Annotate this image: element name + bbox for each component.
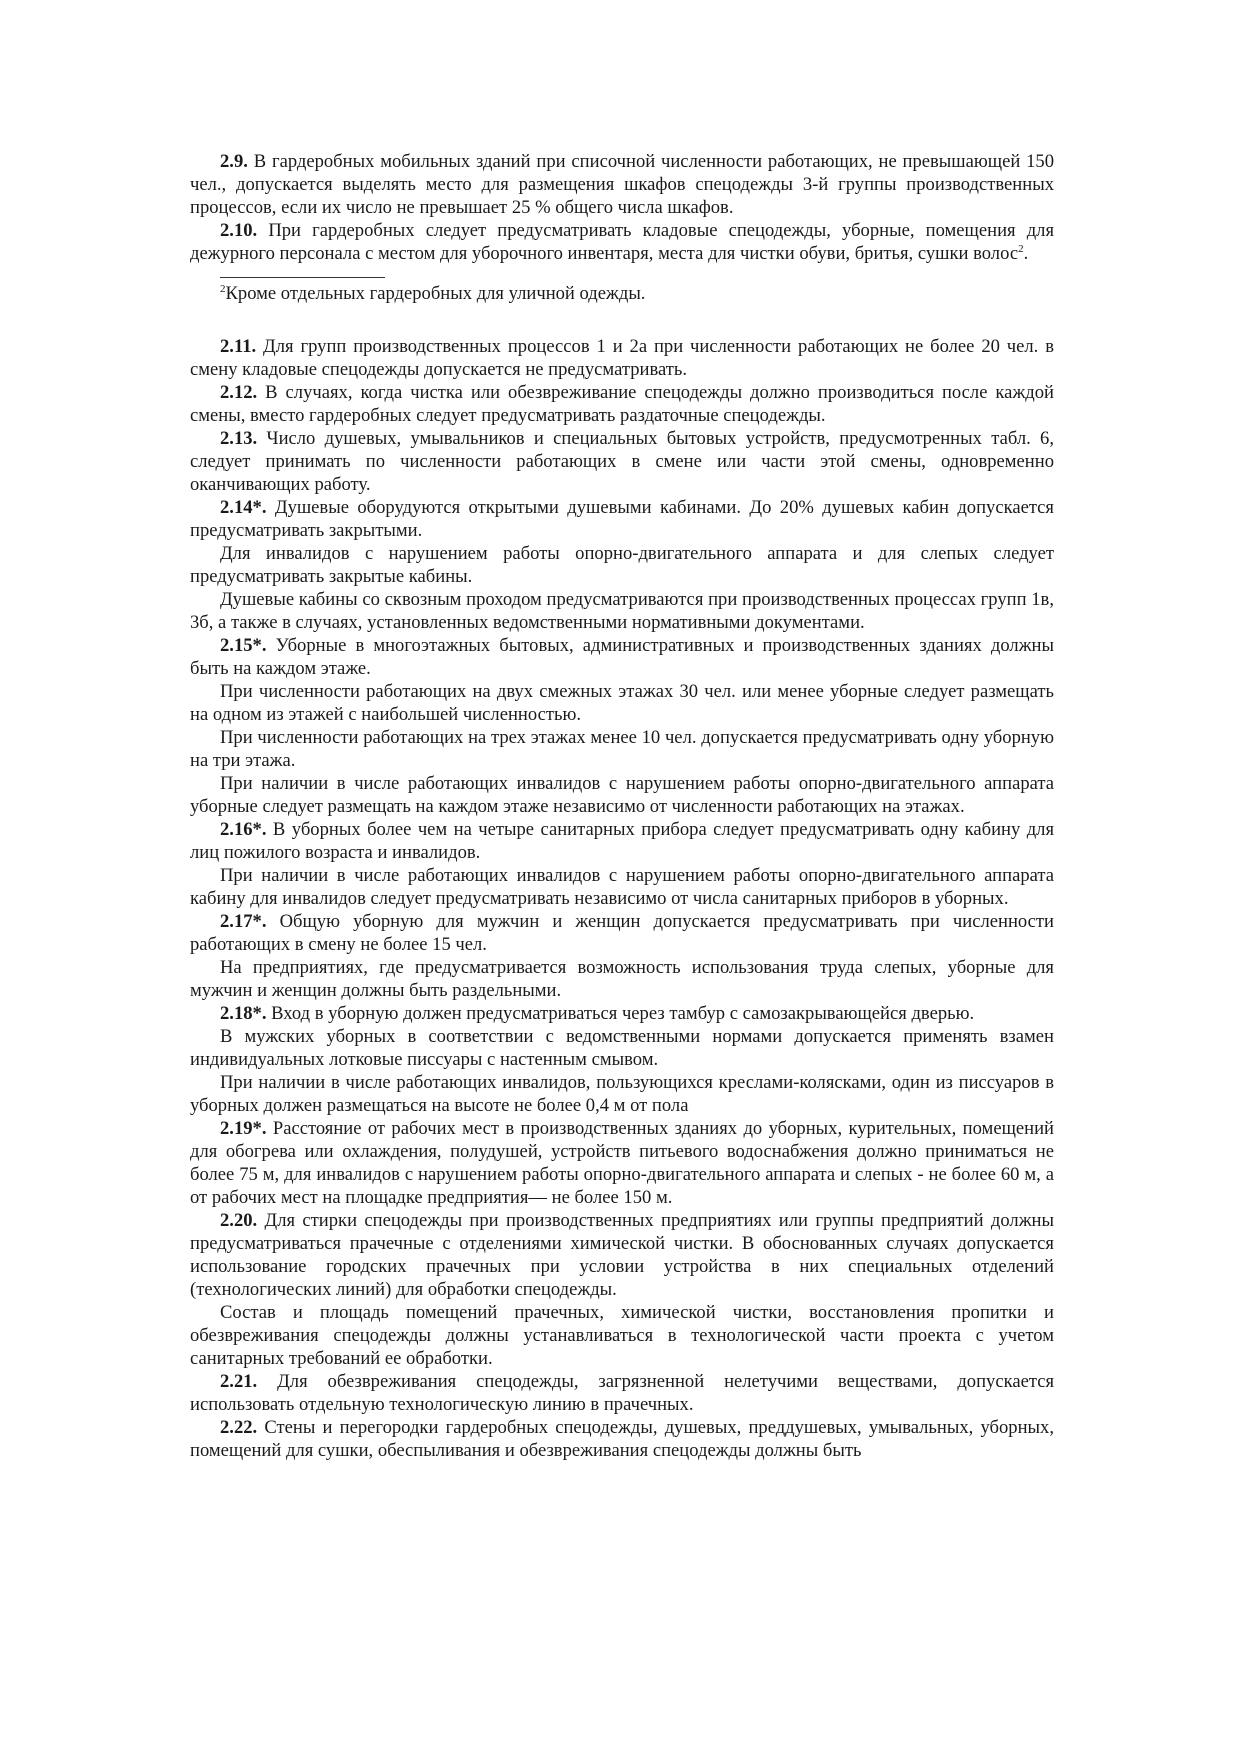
clause-paragraph — [190, 1370, 1054, 1416]
clause-text: При наличии в числе работающих инвалидов, пользующихся креслами-колясками, один из писсуаров в уборных должен размещаться на высоте не более 0,4 м от пола — [190, 1072, 1054, 1116]
clause-paragraph — [190, 1071, 1054, 1117]
clause-paragraph — [190, 772, 1054, 818]
clause-text: В случаях, когда чистка или обезвреживание спецодежды должно производиться после каждой смены, вместо гардеробных следует предусматривать раздаточные спецодежды. — [190, 382, 1054, 426]
clause-text: Для обезвреживания спецодежды, загрязненной нелетучими веществами, допускается использовать отдельную технологическую линию в прачечных. — [190, 1371, 1054, 1415]
clause-number: 2.13. — [220, 428, 258, 449]
clause-number: 2.15*. — [220, 635, 267, 656]
clause-paragraph — [190, 680, 1054, 726]
clause-paragraph — [190, 864, 1054, 910]
footnote-divider — [220, 277, 385, 278]
clause-paragraph — [190, 427, 1054, 496]
clause-paragraph — [190, 381, 1054, 427]
clause-paragraph — [190, 1416, 1054, 1462]
clause-text: В гардеробных мобильных зданий при списочной численности работающих, не превышающей 150 чел., допускается выделять место для размещения шкафов спецодежды 3-й группы производственных процессов, если их число не превышает 25 % общего числа шкафов. — [190, 151, 1054, 218]
clause-paragraph — [190, 726, 1054, 772]
clause-text: Душевые оборудуются открытыми душевыми кабинами. До 20% душевых кабин допускается предусматривать закрытыми. — [190, 497, 1054, 541]
clause-text: Состав и площадь помещений прачечных, химической чистки, восстановления пропитки и обезвреживания спецодежды должны устанавливаться в технологической части проекта с учетом санитарных требований ее обработки. — [190, 1302, 1054, 1369]
clause-text: При численности работающих на трех этажах менее 10 чел. допускается предусматривать одну уборную на три этажа. — [190, 727, 1054, 771]
clause-text: Стены и перегородки гардеробных спецодежды, душевых, преддушевых, умывальных, уборных, помещений для сушки, обеспыливания и обезвреживания спецодежды должны быть — [190, 1417, 1054, 1461]
clause-number: 2.18*. — [220, 1003, 267, 1024]
clause-paragraph — [190, 588, 1054, 634]
clause-text: При численности работающих на двух смежных этажах 30 чел. или менее уборные следует размещать на одном из этажей с наибольшей численностью. — [190, 681, 1054, 725]
clause-text: Душевые кабины со сквозным проходом предусматриваются при производственных процессах групп 1в, 3б, а также в случаях, установленных ведомственными нормативными документами. — [190, 589, 1054, 633]
clause-number: 2.22. — [220, 1417, 258, 1438]
clause-number: 2.20. — [220, 1210, 258, 1231]
clause-paragraph — [190, 1117, 1054, 1209]
clause-paragraph — [190, 1301, 1054, 1370]
clause-paragraph — [190, 634, 1054, 680]
clause-paragraph — [190, 542, 1054, 588]
clause-paragraph — [190, 1025, 1054, 1071]
clause-text: Уборные в многоэтажных бытовых, административных и производственных зданиях должны быть на каждом этаже. — [190, 635, 1054, 679]
document-body — [190, 150, 1054, 1462]
clause-paragraph — [190, 335, 1054, 381]
clause-text: При гардеробных следует предусматривать кладовые спецодежды, уборные, помещения для дежурного персонала с местом для уборочного инвентаря, места для чистки обуви, бритья, сушки волос — [190, 220, 1054, 264]
clause-number: 2.19*. — [220, 1118, 267, 1139]
clause-text: Вход в уборную должен предусматриваться через тамбур с самозакрывающейся дверью. — [266, 1003, 975, 1024]
footnote-text: Кроме отдельных гардеробных для уличной одежды. — [225, 283, 646, 304]
clause-text: Для групп производственных процессов 1 и 2а при численности работающих не более 20 чел. в смену кладовые спецодежды допускается не предусматривать. — [190, 336, 1054, 380]
clause-paragraph — [190, 496, 1054, 542]
footnote-ref: 2 — [1018, 242, 1024, 255]
clause-2-9 — [190, 150, 1054, 219]
clause-text: Общую уборную для мужчин и женщин допускается предусматривать при численности работающих в смену не более 15 чел. — [190, 911, 1054, 955]
clause-number: 2.9. — [220, 151, 248, 172]
clause-number: 2.16*. — [220, 819, 267, 840]
clause-paragraph — [190, 818, 1054, 864]
clause-number: 2.17*. — [220, 911, 267, 932]
clause-paragraph — [190, 956, 1054, 1002]
clause-number: 2.10. — [220, 220, 258, 241]
clause-paragraph — [190, 1209, 1054, 1301]
clause-text: Для инвалидов с нарушением работы опорно-двигательного аппарата и для слепых следует предусматривать закрытые кабины. — [190, 543, 1054, 587]
clause-2-10 — [190, 219, 1054, 265]
clause-text: В уборных более чем на четыре санитарных прибора следует предусматривать одну кабину для лиц пожилого возраста и инвалидов. — [190, 819, 1054, 863]
clause-number: 2.14*. — [220, 497, 267, 518]
clause-text: Расстояние от рабочих мест в производственных зданиях до уборных, курительных, помещений для обогрева или охлаждения, полудушей, устройств питьевого водоснабжения должно приниматься не более 75 м, для инвалидов с нарушением работы опорно-двигательного аппарата и слепых - не более 60 м, а от рабочих мест на площадке предприятия— не более 150 м. — [190, 1118, 1054, 1208]
clause-text: На предприятиях, где предусматривается возможность использования труда слепых, уборные для мужчин и женщин должны быть раздельными. — [190, 957, 1054, 1001]
clause-number: 2.12. — [220, 382, 258, 403]
clause-text: При наличии в числе работающих инвалидов с нарушением работы опорно-двигательного аппарата кабину для инвалидов следует предусматривать независимо от числа санитарных приборов в уборных. — [190, 865, 1054, 909]
footnote — [190, 282, 1054, 305]
clause-text-end: . — [1023, 243, 1029, 264]
footnote-mark: 2 — [220, 282, 226, 295]
clause-text: Число душевых, умывальников и специальных бытовых устройств, предусмотренных табл. 6, следует принимать по численности работающих в смене или части этой смены, одновременно оканчивающих работу. — [190, 428, 1054, 495]
clause-paragraph — [190, 910, 1054, 956]
clause-list — [190, 335, 1054, 1462]
clause-number: 2.21. — [220, 1371, 258, 1392]
clause-text: При наличии в числе работающих инвалидов с нарушением работы опорно-двигательного аппарата уборные следует размещать на каждом этаже независимо от численности работающих на этажах. — [190, 773, 1054, 817]
clause-text: Для стирки спецодежды при производственных предприятиях или группы предприятий должны предусматриваться прачечные с отделениями химической чистки. В обоснованных случаях допускается использование городских прачечных при условии устройства в них специальных отделений (технологических линий) для обработки спецодежды. — [190, 1210, 1054, 1300]
clause-text: В мужских уборных в соответствии с ведомственными нормами допускается применять взамен индивидуальных лотковые писсуары с настенным смывом. — [190, 1026, 1054, 1070]
clause-number: 2.11. — [220, 336, 257, 357]
clause-paragraph — [190, 1002, 1054, 1025]
